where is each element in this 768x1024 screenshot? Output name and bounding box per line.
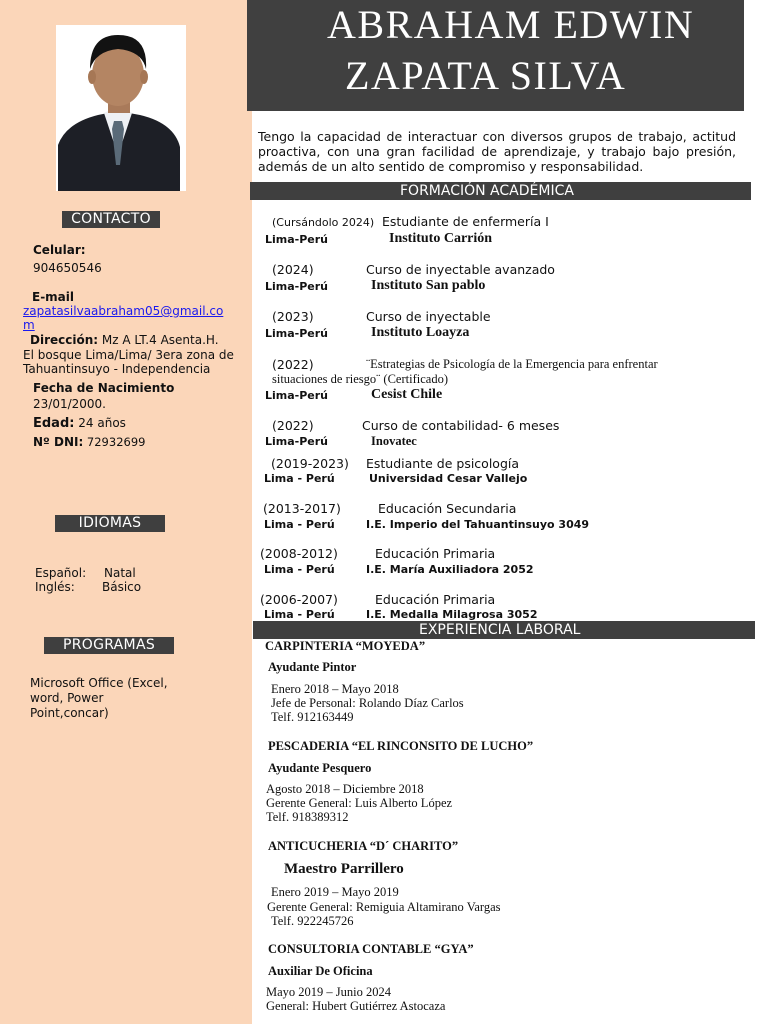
experience-supervisor: Gerente General: Remiguia Altamirano Vargas (267, 900, 501, 914)
education-place: Lima-Perú (265, 280, 329, 293)
education-year: (2023) (272, 309, 314, 324)
birth-value: 23/01/2000. (33, 397, 106, 411)
education-year: (2019-2023) (271, 456, 349, 471)
experience-dates: Mayo 2019 – Junio 2024 (266, 985, 391, 999)
experience-company: ANTICUCHERIA “D´ CHARITO” (268, 839, 459, 853)
contact-section-title: CONTACTO (62, 211, 160, 228)
languages-section-title: IDIOMAS (55, 515, 165, 532)
name-line-2: ZAPATA SILVA (345, 53, 627, 98)
education-title: Educación Primaria (375, 546, 496, 561)
address-line-3: Tahuantinsuyo - Independencia (23, 362, 211, 376)
education-section-title: FORMACIÓN ACADÉMICA (400, 183, 574, 199)
email-link[interactable]: zapatasilvaabraham05@gmail.co (23, 304, 224, 318)
address-line-1: Dirección: Mz A LT.4 Asenta.H. (30, 333, 219, 347)
education-year: (Cursándolo 2024) (272, 216, 375, 229)
language-english-name: Inglés: (35, 580, 75, 594)
education-school: Cesist Chile (371, 387, 443, 402)
education-place: Lima - Perú (264, 608, 335, 621)
dni-line: Nº DNI: 72932699 (33, 435, 146, 449)
education-school: I.E. Medalla Milagrosa 3052 (366, 608, 538, 621)
age-line: Edad: 24 años (33, 416, 126, 431)
experience-dates: Enero 2019 – Mayo 2019 (271, 885, 399, 899)
education-school: Inovatec (371, 434, 417, 448)
programs-line-1: Microsoft Office (Excel, (30, 676, 168, 690)
experience-phone: Telf. 922245726 (271, 914, 354, 928)
email-label: E-mail (32, 290, 75, 304)
profile-photo (56, 25, 186, 191)
experience-phone: Telf. 912163449 (271, 710, 354, 724)
education-title: Curso de inyectable (366, 309, 491, 324)
education-school: I.E. Imperio del Tahuantinsuyo 3049 (366, 518, 590, 531)
experience-role: Maestro Parrillero (284, 861, 404, 877)
experience-company: CONSULTORIA CONTABLE “GYA” (268, 942, 474, 956)
experience-role: Auxiliar De Oficina (268, 964, 373, 978)
phone-label: Celular: (33, 243, 86, 257)
phone-value: 904650546 (33, 261, 102, 275)
education-school: I.E. María Auxiliadora 2052 (366, 563, 534, 576)
education-school: Instituto San pablo (371, 278, 486, 293)
birth-label: Fecha de Nacimiento (33, 381, 175, 395)
education-year: (2022) (272, 418, 314, 433)
education-place: Lima - Perú (264, 563, 335, 576)
education-title: Curso de inyectable avanzado (366, 262, 555, 277)
person-portrait-icon (56, 25, 186, 191)
education-title: Estudiante de psicología (366, 456, 520, 471)
experience-company: CARPINTERIA “MOYEDA” (265, 639, 426, 653)
education-school: Universidad Cesar Vallejo (369, 472, 528, 485)
education-section-bar (250, 182, 751, 200)
education-title: Educación Secundaria (378, 501, 517, 516)
experience-company: PESCADERIA “EL RINCONSITO DE LUCHO” (268, 739, 534, 753)
education-title: Curso de contabilidad- 6 meses (362, 418, 560, 433)
education-title: ¨Estrategias de Psicología de la Emergencia para enfrentar (366, 357, 658, 371)
experience-dates: Enero 2018 – Mayo 2018 (271, 682, 399, 696)
language-spanish-name: Español: (35, 566, 87, 580)
email-link-continued[interactable]: m (23, 318, 35, 332)
education-place: Lima-Perú (265, 327, 329, 340)
experience-dates: Agosto 2018 – Diciembre 2018 (266, 782, 424, 796)
education-year: (2008-2012) (260, 546, 338, 561)
programs-line-2: word, Power (30, 691, 104, 705)
education-year: (2006-2007) (260, 592, 338, 607)
education-year: (2022) (272, 357, 314, 372)
education-place: Lima - Perú (264, 472, 335, 485)
education-year: (2024) (272, 262, 314, 277)
education-place: Lima-Perú (265, 233, 329, 246)
language-english-level: Básico (102, 580, 142, 594)
experience-section-title: EXPERIENCIA LABORAL (419, 622, 581, 638)
experience-role: Ayudante Pintor (268, 660, 357, 674)
education-title: Educación Primaria (375, 592, 496, 607)
name-line-1: ABRAHAM EDWIN (327, 2, 695, 47)
education-school: Instituto Loayza (371, 325, 470, 340)
education-place: Lima - Perú (264, 518, 335, 531)
education-title-continued: situaciones de riesgo¨ (Certificado) (272, 372, 448, 386)
experience-phone: Telf. 918389312 (266, 810, 349, 824)
programs-section-title: PROGRAMAS (44, 637, 174, 654)
education-year: (2013-2017) (263, 501, 341, 516)
language-spanish-level: Natal (104, 566, 136, 580)
education-school: Instituto Carrión (389, 231, 493, 246)
education-place: Lima-Perú (265, 389, 329, 402)
experience-section-bar (253, 621, 755, 639)
profile-summary: Tengo la capacidad de interactuar con diversos grupos de trabajo, actitud proactiva, con una gran facilidad de aprendizaje, y trabajo bajo presión, además de un alto sentido de compromiso y responsabilidad. (258, 129, 736, 174)
education-place: Lima-Perú (265, 435, 329, 448)
education-title: Estudiante de enfermería I (382, 214, 549, 229)
address-line-2: El bosque Lima/Lima/ 3era zona de (23, 348, 234, 362)
programs-line-3: Point,concar) (30, 706, 109, 720)
experience-supervisor: Jefe de Personal: Rolando Díaz Carlos (271, 696, 464, 710)
experience-role: Ayudante Pesquero (268, 761, 372, 775)
experience-supervisor: Gerente General: Luis Alberto López (266, 796, 453, 810)
experience-supervisor: General: Hubert Gutiérrez Astocaza (266, 999, 446, 1013)
